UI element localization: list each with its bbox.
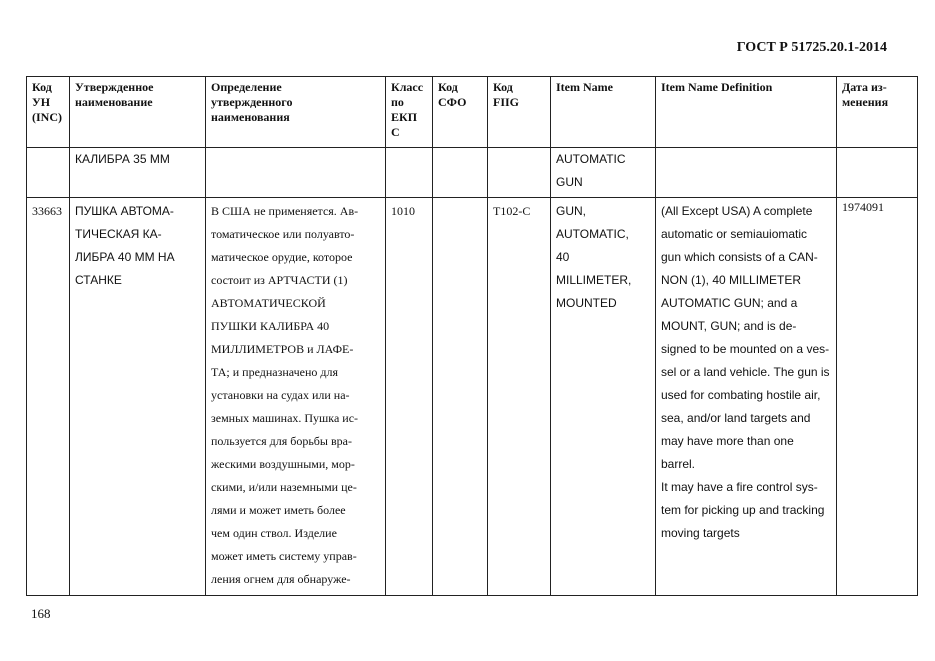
catalog-table: [26, 76, 918, 596]
cell-date: 1974091: [837, 198, 918, 596]
table-row: [27, 148, 918, 198]
page-number: 168: [31, 606, 51, 621]
cell-code: [27, 148, 70, 198]
header-approved-name: Утвержденное наименование: [70, 77, 206, 148]
cell-fiig: T102-C: [488, 198, 551, 596]
cell-name: КАЛИБРА 35 ММ: [70, 148, 206, 198]
header-code-fiig: Код FIIG: [488, 77, 551, 148]
header-code-sfo: Код СФО: [433, 77, 488, 148]
header-item-name-definition: Item Name Definition: [656, 77, 837, 148]
cell-item-definition: (All Except USA) A complete automatic or semiauiomatic gun which consists of a CAN- NON (1), 40 MILLIMETER AUTOMATIC GUN; and a MOUNT, GUN; and is de- signed to be mounted on a ves- sel or a land vehicle. The gun is used for combating hostile air, sea, and/or land targets and may have more than one barrel. It may have a fire control sys- tem for picking up and tracking moving targets: [656, 198, 837, 596]
cell-date: [837, 148, 918, 198]
header-code-un: Код УН (INC): [27, 77, 70, 148]
header-definition: Определение утвержденного наименования: [206, 77, 386, 148]
header-change-date: Дата из- менения: [837, 77, 918, 148]
cell-code: 33663: [27, 198, 70, 596]
cell-item-name: GUN, AUTOMATIC, 40 MILLIMETER, MOUNTED: [551, 198, 656, 596]
cell-class: 1010: [386, 198, 433, 596]
cell-item-definition: [656, 148, 837, 198]
cell-sfo: [433, 148, 488, 198]
table-header-row: [27, 77, 918, 148]
cell-item-name: AUTOMATIC GUN: [551, 148, 656, 198]
cell-definition: [206, 148, 386, 198]
cell-sfo: [433, 198, 488, 596]
cell-name: ПУШКА АВТОМА- ТИЧЕСКАЯ КА- ЛИБРА 40 ММ НА СТАНКЕ: [70, 198, 206, 596]
cell-fiig: [488, 148, 551, 198]
table-row: [27, 198, 918, 596]
header-class: Класс по ЕКП С: [386, 77, 433, 148]
header-item-name: Item Name: [551, 77, 656, 148]
cell-class: [386, 148, 433, 198]
cell-definition: В США не применяется. Ав- томатическое или полуавто- матическое орудие, которое состоит из АРТЧАСТИ (1) АВТОМАТИЧЕСКОЙ ПУШКИ КАЛИБРА 40 МИЛЛИМЕТРОВ и ЛАФЕ- ТА; и предназначено для установки на судах или на- земных машинах. Пушка ис- пользуется для борьбы вра- жескими воздушными, мор- скими, и/или наземными це- лями и может иметь более чем один ствол. Изделие может иметь систему управ- ления огнем для обнаруже-: [206, 198, 386, 596]
document-header: ГОСТ Р 51725.20.1-2014: [736, 40, 887, 55]
